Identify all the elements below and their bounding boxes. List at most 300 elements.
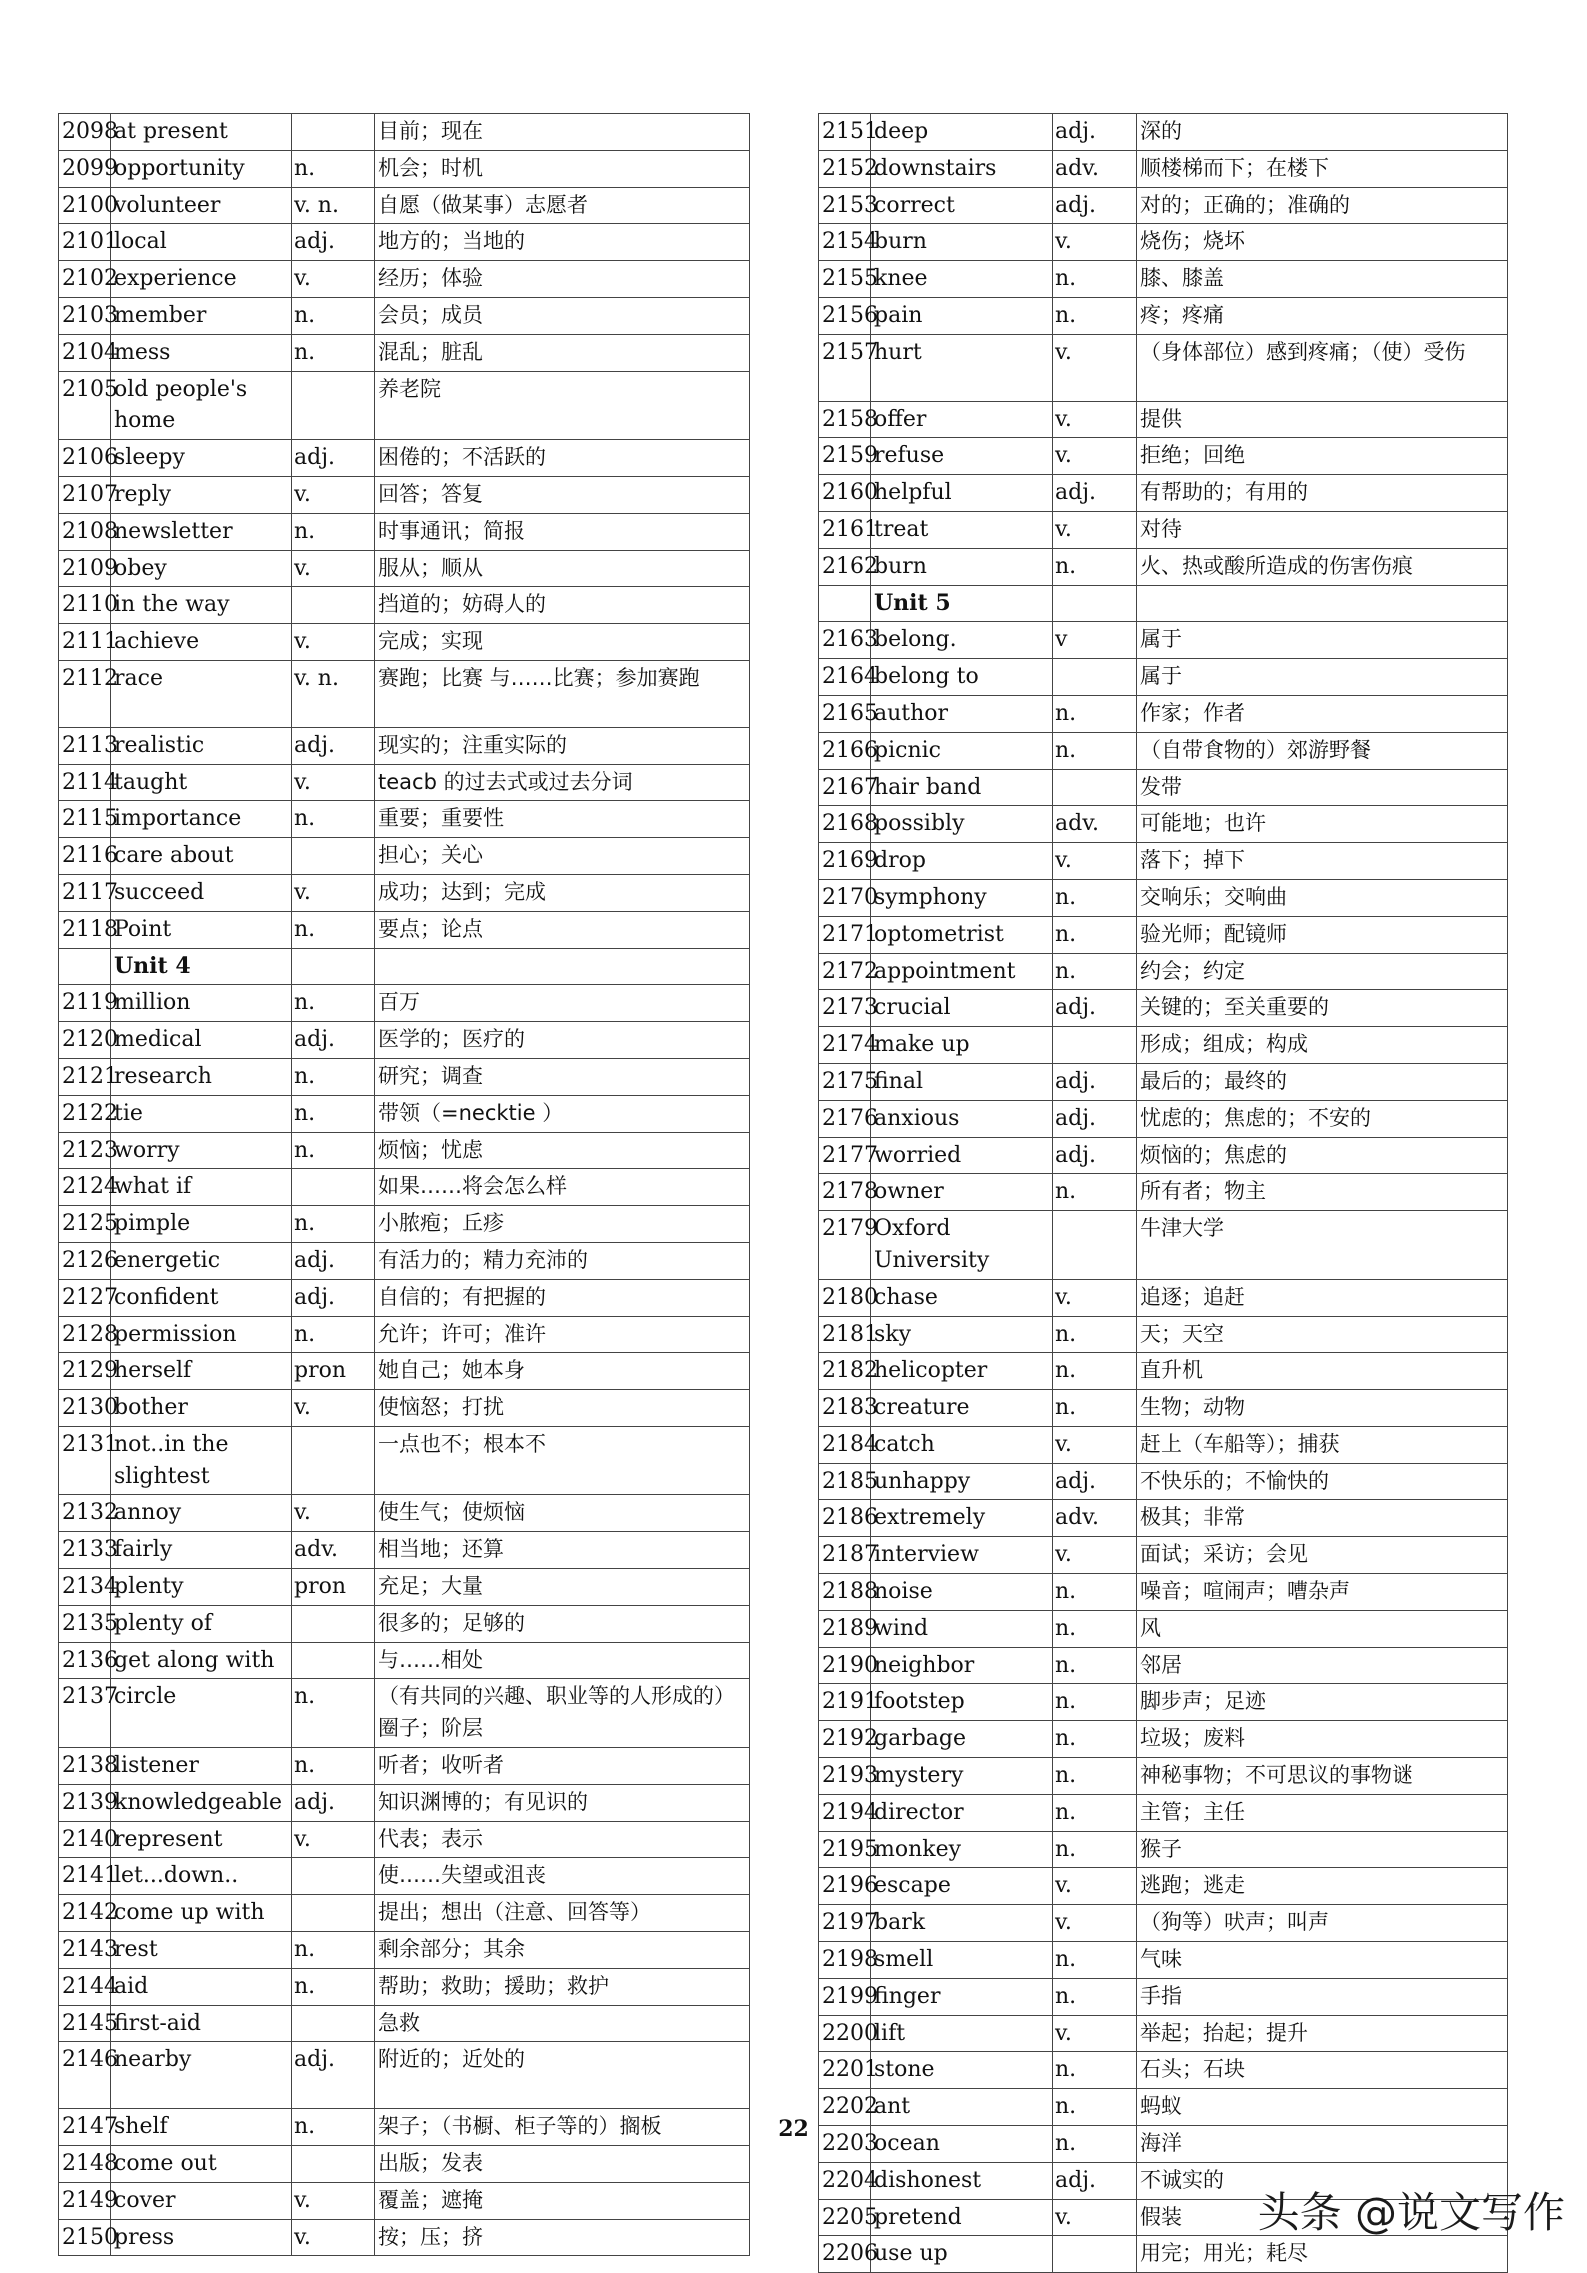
word-text: neighbor: [871, 1647, 1053, 1684]
table-row: [59, 1679, 750, 1748]
part-of-speech: n.: [292, 150, 375, 187]
word-text: bark: [871, 1905, 1053, 1942]
word-text: pimple: [111, 1206, 292, 1243]
vocab-table-right-body: [819, 114, 1508, 2273]
part-of-speech: n.: [1053, 732, 1137, 769]
table-row: [819, 1758, 1508, 1795]
meaning-text: 牛津大学: [1137, 1211, 1508, 1280]
table-row: [819, 916, 1508, 953]
meaning-text: 烦恼；忧虑: [375, 1132, 750, 1169]
word-number: 2159: [819, 438, 871, 475]
meaning-text: 地方的；当地的: [375, 224, 750, 261]
meaning-text: 验光师；配镜师: [1137, 916, 1508, 953]
word-number: 2200: [819, 2015, 871, 2052]
word-text: Unit 4: [111, 948, 292, 985]
table-row: [59, 150, 750, 187]
table-row: [819, 953, 1508, 990]
meaning-text: 膝、膝盖: [1137, 261, 1508, 298]
meaning-text: 属于: [1137, 659, 1508, 696]
part-of-speech: n.: [1053, 548, 1137, 585]
table-row: [819, 1174, 1508, 1211]
word-text: in the way: [111, 587, 292, 624]
word-text: dishonest: [871, 2162, 1053, 2199]
meaning-text: 提供: [1137, 401, 1508, 438]
table-row: [59, 550, 750, 587]
meaning-text: 追逐；追赶: [1137, 1279, 1508, 1316]
part-of-speech: [292, 1858, 375, 1895]
table-row: [819, 1027, 1508, 1064]
table-row: [59, 1206, 750, 1243]
part-of-speech: v. n.: [292, 660, 375, 727]
part-of-speech: v.: [1053, 511, 1137, 548]
part-of-speech: n.: [292, 1679, 375, 1748]
word-number: 2138: [59, 1748, 111, 1785]
table-row: [819, 769, 1508, 806]
word-number: 2196: [819, 1868, 871, 1905]
meaning-text: 使恼怒；打扰: [375, 1390, 750, 1427]
part-of-speech: n.: [292, 1748, 375, 1785]
word-text: cover: [111, 2182, 292, 2219]
part-of-speech: v.: [1053, 334, 1137, 401]
unit-heading-row: [819, 585, 1508, 622]
meaning-text: 极其；非常: [1137, 1500, 1508, 1537]
word-text: at present: [111, 114, 292, 151]
table-row: [59, 1895, 750, 1932]
word-number: 2149: [59, 2182, 111, 2219]
word-text: director: [871, 1794, 1053, 1831]
meaning-text: 逃跑；逃走: [1137, 1868, 1508, 1905]
word-number: 2127: [59, 1279, 111, 1316]
meaning-text: 最后的；最终的: [1137, 1063, 1508, 1100]
meaning-text: 医学的；医疗的: [375, 1022, 750, 1059]
word-number: 2109: [59, 550, 111, 587]
word-text: listener: [111, 1748, 292, 1785]
word-text: extremely: [871, 1500, 1053, 1537]
table-row: [819, 1426, 1508, 1463]
table-row: [819, 990, 1508, 1027]
meaning-text: 听者；收听者: [375, 1748, 750, 1785]
part-of-speech: n.: [1053, 916, 1137, 953]
meaning-text: 有活力的；精力充沛的: [375, 1242, 750, 1279]
table-row: [819, 401, 1508, 438]
table-row: [59, 2146, 750, 2183]
word-text: burn: [871, 224, 1053, 261]
word-number: 2155: [819, 261, 871, 298]
part-of-speech: v. n.: [292, 187, 375, 224]
word-number: 2136: [59, 1642, 111, 1679]
table-row: [59, 1821, 750, 1858]
table-row: [59, 838, 750, 875]
word-number: 2169: [819, 843, 871, 880]
part-of-speech: adj.: [1053, 1463, 1137, 1500]
word-text: taught: [111, 764, 292, 801]
part-of-speech: [292, 371, 375, 440]
table-row: [59, 1353, 750, 1390]
meaning-text: 很多的；足够的: [375, 1605, 750, 1642]
word-text: reply: [111, 476, 292, 513]
word-text: annoy: [111, 1495, 292, 1532]
word-text: research: [111, 1058, 292, 1095]
part-of-speech: [1053, 1211, 1137, 1280]
word-number: 2141: [59, 1858, 111, 1895]
meaning-text: 疼；疼痛: [1137, 297, 1508, 334]
meaning-text: 拒绝；回绝: [1137, 438, 1508, 475]
word-text: local: [111, 224, 292, 261]
word-text: ocean: [871, 2126, 1053, 2163]
word-number: 2152: [819, 150, 871, 187]
part-of-speech: n.: [292, 911, 375, 948]
word-text: picnic: [871, 732, 1053, 769]
part-of-speech: n.: [1053, 2089, 1137, 2126]
table-row: [59, 1095, 750, 1132]
meaning-text: 目前；现在: [375, 114, 750, 151]
table-row: [819, 1831, 1508, 1868]
word-number: 2154: [819, 224, 871, 261]
word-text: author: [871, 695, 1053, 732]
table-row: [59, 660, 750, 727]
table-row: [819, 187, 1508, 224]
part-of-speech: v.: [292, 476, 375, 513]
word-number: 2163: [819, 622, 871, 659]
part-of-speech: v.: [292, 2182, 375, 2219]
table-row: [819, 150, 1508, 187]
word-text: treat: [871, 511, 1053, 548]
word-text: mess: [111, 334, 292, 371]
word-text: worried: [871, 1137, 1053, 1174]
word-text: represent: [111, 1821, 292, 1858]
word-text: drop: [871, 843, 1053, 880]
part-of-speech: n.: [292, 985, 375, 1022]
meaning-text: 充足；大量: [375, 1569, 750, 1606]
word-text: knee: [871, 261, 1053, 298]
word-text: confident: [111, 1279, 292, 1316]
meaning-text: 石头；石块: [1137, 2052, 1508, 2089]
table-row: [59, 1242, 750, 1279]
meaning-text: 服从；顺从: [375, 550, 750, 587]
part-of-speech: n.: [292, 1206, 375, 1243]
table-row: [819, 334, 1508, 401]
part-of-speech: v.: [1053, 843, 1137, 880]
word-number: 2157: [819, 334, 871, 401]
table-row: [819, 475, 1508, 512]
part-of-speech: n.: [1053, 1794, 1137, 1831]
table-row: [59, 1569, 750, 1606]
part-of-speech: pron: [292, 1569, 375, 1606]
meaning-text: 自信的；有把握的: [375, 1279, 750, 1316]
word-text: helpful: [871, 475, 1053, 512]
part-of-speech: adj.: [292, 727, 375, 764]
part-of-speech: adv.: [1053, 150, 1137, 187]
word-number: 2133: [59, 1532, 111, 1569]
meaning-text: （身体部位）感到疼痛；（使）受伤: [1137, 334, 1508, 401]
word-text: permission: [111, 1316, 292, 1353]
part-of-speech: n.: [292, 1058, 375, 1095]
word-text: appointment: [871, 953, 1053, 990]
word-text: aid: [111, 1968, 292, 2005]
part-of-speech: [292, 1642, 375, 1679]
part-of-speech: adj.: [1053, 187, 1137, 224]
meaning-text: 使生气；使烦恼: [375, 1495, 750, 1532]
meaning-text: 用完；用光；耗尽: [1137, 2236, 1508, 2273]
word-number: 2195: [819, 1831, 871, 1868]
word-number: 2139: [59, 1784, 111, 1821]
meaning-text: 作家；作者: [1137, 695, 1508, 732]
meaning-text: （有共同的兴趣、职业等的人形成的）圈子；阶层: [375, 1679, 750, 1748]
meaning-text: [1137, 585, 1508, 622]
word-text: belong to: [871, 659, 1053, 696]
watermark: 头条 @说文写作: [1257, 2188, 1565, 2237]
word-number: 2147: [59, 2109, 111, 2146]
part-of-speech: adv.: [1053, 1500, 1137, 1537]
table-row: [819, 879, 1508, 916]
word-number: 2098: [59, 114, 111, 151]
word-text: escape: [871, 1868, 1053, 1905]
word-text: knowledgeable: [111, 1784, 292, 1821]
word-text: first-aid: [111, 2005, 292, 2042]
meaning-text: 发带: [1137, 769, 1508, 806]
part-of-speech: n.: [292, 801, 375, 838]
word-number: 2144: [59, 1968, 111, 2005]
part-of-speech: [1053, 659, 1137, 696]
table-row: [59, 187, 750, 224]
part-of-speech: n.: [292, 1132, 375, 1169]
meaning-text: 经历；体验: [375, 261, 750, 298]
meaning-text: 一点也不；根本不: [375, 1426, 750, 1495]
table-row: [59, 1495, 750, 1532]
table-row: [819, 843, 1508, 880]
table-row: [59, 727, 750, 764]
part-of-speech: v.: [292, 624, 375, 661]
meaning-text: 完成；实现: [375, 624, 750, 661]
part-of-speech: [292, 1169, 375, 1206]
table-row: [59, 513, 750, 550]
word-number: 2173: [819, 990, 871, 1027]
word-number: 2191: [819, 1684, 871, 1721]
word-text: creature: [871, 1390, 1053, 1427]
part-of-speech: [292, 838, 375, 875]
part-of-speech: v.: [292, 550, 375, 587]
word-text: noise: [871, 1574, 1053, 1611]
part-of-speech: adj.: [292, 1022, 375, 1059]
meaning-text: 急救: [375, 2005, 750, 2042]
word-number: 2140: [59, 1821, 111, 1858]
word-text: get along with: [111, 1642, 292, 1679]
word-text: old people's home: [111, 371, 292, 440]
meaning-text: 手指: [1137, 1978, 1508, 2015]
part-of-speech: n.: [1053, 1390, 1137, 1427]
part-of-speech: adj.: [1053, 1137, 1137, 1174]
word-number: 2118: [59, 911, 111, 948]
word-number: 2130: [59, 1390, 111, 1427]
table-row: [819, 659, 1508, 696]
word-number: 2123: [59, 1132, 111, 1169]
word-number: 2125: [59, 1206, 111, 1243]
meaning-text: 代表；表示: [375, 1821, 750, 1858]
word-number: 2203: [819, 2126, 871, 2163]
meaning-text: 允许；许可；准许: [375, 1316, 750, 1353]
meaning-text: 知识渊博的；有见识的: [375, 1784, 750, 1821]
part-of-speech: n.: [1053, 953, 1137, 990]
word-number: 2181: [819, 1316, 871, 1353]
meaning-text: 赛跑；比赛 与……比赛；参加赛跑: [375, 660, 750, 727]
part-of-speech: n.: [292, 297, 375, 334]
part-of-speech: n.: [1053, 261, 1137, 298]
word-number: 2174: [819, 1027, 871, 1064]
word-number: 2119: [59, 985, 111, 1022]
table-row: [819, 224, 1508, 261]
table-row: [59, 261, 750, 298]
word-text: shelf: [111, 2109, 292, 2146]
word-number: 2122: [59, 1095, 111, 1132]
part-of-speech: v.: [1053, 2199, 1137, 2236]
meaning-text: 猴子: [1137, 1831, 1508, 1868]
part-of-speech: [1053, 2236, 1137, 2273]
meaning-text: 落下；掉下: [1137, 843, 1508, 880]
word-number: 2179: [819, 1211, 871, 1280]
word-number: 2116: [59, 838, 111, 875]
word-text: Point: [111, 911, 292, 948]
meaning-text: 重要；重要性: [375, 801, 750, 838]
meaning-text: 脚步声；足迹: [1137, 1684, 1508, 1721]
part-of-speech: adj.: [292, 1279, 375, 1316]
word-number: 2129: [59, 1353, 111, 1390]
part-of-speech: n.: [292, 2109, 375, 2146]
word-number: 2161: [819, 511, 871, 548]
table-row: [819, 1137, 1508, 1174]
word-number: 2146: [59, 2042, 111, 2109]
meaning-text: 会员；成员: [375, 297, 750, 334]
word-number: 2160: [819, 475, 871, 512]
meaning-text: 与……相处: [375, 1642, 750, 1679]
part-of-speech: n.: [1053, 695, 1137, 732]
meaning-text: 混乱；脏乱: [375, 334, 750, 371]
meaning-text: 垃圾；废料: [1137, 1721, 1508, 1758]
part-of-speech: v.: [1053, 1279, 1137, 1316]
word-number: 2178: [819, 1174, 871, 1211]
word-text: anxious: [871, 1100, 1053, 1137]
word-text: come out: [111, 2146, 292, 2183]
meaning-text: 属于: [1137, 622, 1508, 659]
word-text: pain: [871, 297, 1053, 334]
part-of-speech: v.: [292, 1821, 375, 1858]
word-number: 2162: [819, 548, 871, 585]
word-text: rest: [111, 1932, 292, 1969]
vocab-table-left-body: [59, 114, 750, 2256]
part-of-speech: adj.: [1053, 2162, 1137, 2199]
table-row: [819, 2015, 1508, 2052]
table-row: [819, 1610, 1508, 1647]
table-row: [819, 261, 1508, 298]
part-of-speech: adj.: [292, 2042, 375, 2109]
meaning-text: 研究；调查: [375, 1058, 750, 1095]
word-text: owner: [871, 1174, 1053, 1211]
part-of-speech: n.: [292, 334, 375, 371]
meaning-text: （狗等）吠声；叫声: [1137, 1905, 1508, 1942]
word-text: worry: [111, 1132, 292, 1169]
meaning-text: 对待: [1137, 511, 1508, 548]
part-of-speech: adj.: [292, 1242, 375, 1279]
word-text: experience: [111, 261, 292, 298]
word-number: 2197: [819, 1905, 871, 1942]
word-number: 2170: [819, 879, 871, 916]
word-number: 2172: [819, 953, 871, 990]
word-text: what if: [111, 1169, 292, 1206]
word-number: 2158: [819, 401, 871, 438]
part-of-speech: adj.: [1053, 1100, 1137, 1137]
meaning-text: 假装: [1137, 2199, 1508, 2236]
meaning-text: teacb 的过去式或过去分词: [375, 764, 750, 801]
table-row: [819, 1100, 1508, 1137]
word-number: 2137: [59, 1679, 111, 1748]
word-number: 2117: [59, 874, 111, 911]
table-row: [819, 2052, 1508, 2089]
word-number: 2112: [59, 660, 111, 727]
part-of-speech: [292, 587, 375, 624]
word-text: symphony: [871, 879, 1053, 916]
meaning-text: 烧伤；烧坏: [1137, 224, 1508, 261]
word-number: 2148: [59, 2146, 111, 2183]
word-number: 2132: [59, 1495, 111, 1532]
part-of-speech: v.: [1053, 1905, 1137, 1942]
table-row: [59, 1642, 750, 1679]
part-of-speech: v.: [1053, 2015, 1137, 2052]
table-row: [819, 622, 1508, 659]
table-row: [59, 1390, 750, 1427]
table-row: [819, 548, 1508, 585]
word-number: 2110: [59, 587, 111, 624]
part-of-speech: v.: [292, 261, 375, 298]
word-number: 2121: [59, 1058, 111, 1095]
word-text: unhappy: [871, 1463, 1053, 1500]
part-of-speech: n.: [1053, 1978, 1137, 2015]
part-of-speech: n.: [292, 513, 375, 550]
table-row: [59, 1316, 750, 1353]
word-number: 2100: [59, 187, 111, 224]
word-number: 2176: [819, 1100, 871, 1137]
word-text: Unit 5: [871, 585, 1053, 622]
part-of-speech: adv.: [292, 1532, 375, 1569]
meaning-text: 邻居: [1137, 1647, 1508, 1684]
meaning-text: 火、热或酸所造成的伤害伤痕: [1137, 548, 1508, 585]
table-row: [819, 1905, 1508, 1942]
word-number: 2184: [819, 1426, 871, 1463]
word-number: 2164: [819, 659, 871, 696]
word-number: 2099: [59, 150, 111, 187]
part-of-speech: adj.: [292, 224, 375, 261]
word-number: [819, 585, 871, 622]
part-of-speech: n.: [1053, 1610, 1137, 1647]
word-number: 2135: [59, 1605, 111, 1642]
meaning-text: 不诚实的: [1137, 2162, 1508, 2199]
part-of-speech: adj.: [292, 440, 375, 477]
table-row: [819, 438, 1508, 475]
table-row: [59, 1426, 750, 1495]
table-row: [59, 1932, 750, 1969]
word-text: press: [111, 2219, 292, 2256]
meaning-text: 困倦的；不活跃的: [375, 440, 750, 477]
word-text: importance: [111, 801, 292, 838]
word-text: lift: [871, 2015, 1053, 2052]
meaning-text: 形成；组成；构成: [1137, 1027, 1508, 1064]
table-row: [819, 1353, 1508, 1390]
part-of-speech: [292, 2146, 375, 2183]
part-of-speech: n.: [1053, 1831, 1137, 1868]
meaning-text: 剩余部分；其余: [375, 1932, 750, 1969]
part-of-speech: n.: [1053, 1316, 1137, 1353]
meaning-text: 举起；抬起；提升: [1137, 2015, 1508, 2052]
word-number: 2185: [819, 1463, 871, 1500]
word-text: bother: [111, 1390, 292, 1427]
